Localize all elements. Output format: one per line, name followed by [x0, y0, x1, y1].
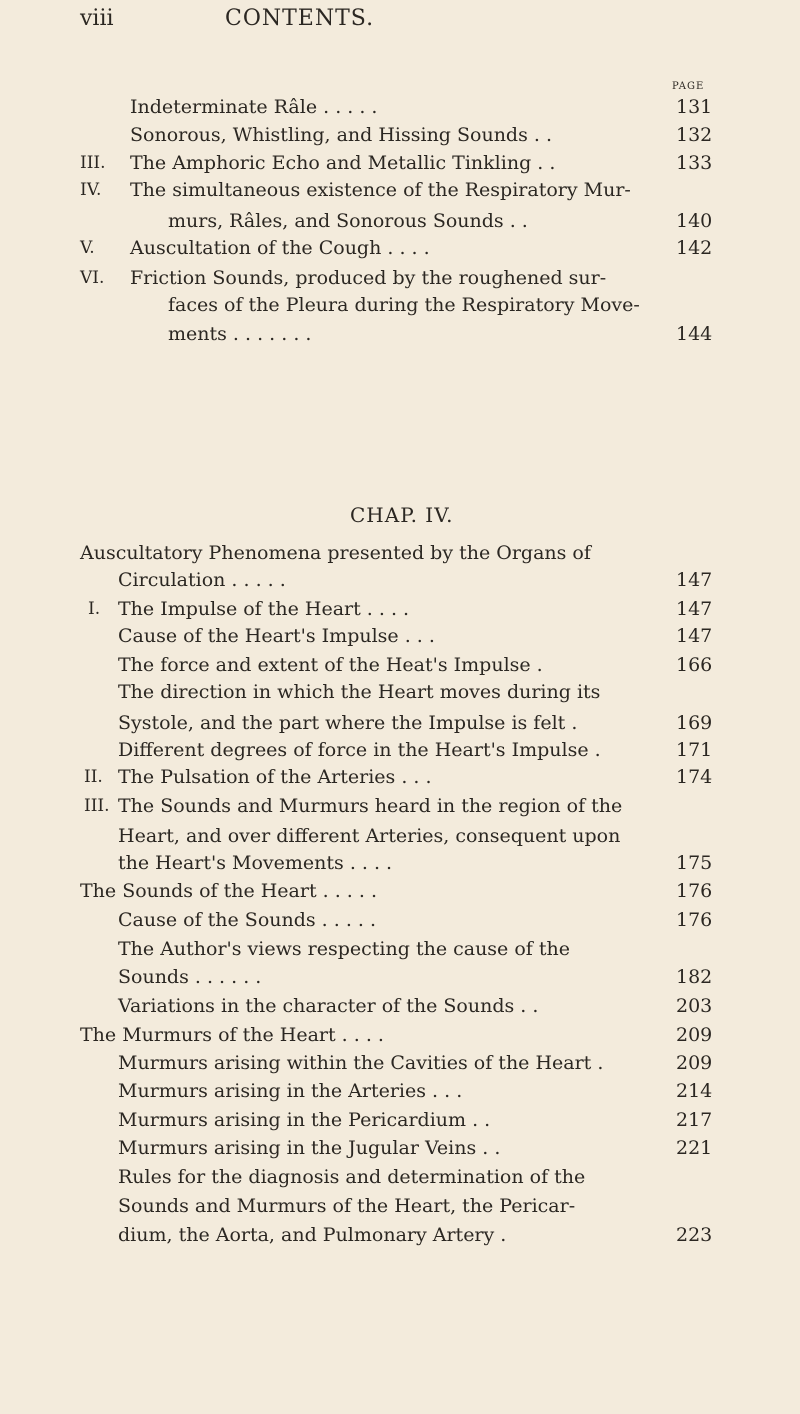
entry-title: Indeterminate Râle . . . . . — [130, 96, 378, 118]
entry-title: murs, Râles, and Sonorous Sounds . . — [168, 210, 528, 232]
toc-line — [118, 822, 620, 850]
entry-page-number: 131 — [676, 96, 713, 118]
section-numeral: VI. — [80, 268, 105, 288]
entry-page-number: 223 — [676, 1224, 713, 1246]
entry-title: ments . . . . . . . — [168, 323, 312, 345]
toc-line — [168, 320, 311, 348]
entry-page-number: 217 — [676, 1109, 713, 1131]
entry-title: The Pulsation of the Arteries . . . — [118, 766, 432, 788]
section-numeral: III. — [80, 153, 106, 173]
entry-title: Murmurs arising within the Cavities of the Heart . — [118, 1052, 604, 1074]
entry-title: Auscultation of the Cough . . . . — [130, 237, 430, 259]
toc-line — [80, 176, 631, 204]
entry-page-number: 147 — [676, 625, 713, 647]
toc-line — [84, 763, 432, 791]
entry-title: Murmurs arising in the Pericardium . . — [118, 1109, 491, 1131]
toc-line — [88, 595, 410, 623]
chapter-heading: CHAP. IV. — [350, 503, 454, 527]
toc-line — [118, 736, 601, 764]
entry-page-number: 176 — [676, 909, 713, 931]
toc-line — [118, 935, 570, 963]
toc-line — [130, 93, 377, 121]
entry-page-number: 175 — [676, 852, 713, 874]
toc-line — [168, 207, 528, 235]
entry-title: The force and extent of the Heat's Impulse . — [118, 654, 543, 676]
entry-page-number: 221 — [676, 1137, 713, 1159]
toc-line — [118, 992, 538, 1020]
toc-line — [118, 622, 435, 650]
entry-title: The Impulse of the Heart . . . . — [118, 598, 410, 620]
entry-page-number: 166 — [676, 654, 713, 676]
entry-title: The Author's views respecting the cause of the — [118, 938, 570, 960]
entry-title: Sonorous, Whistling, and Hissing Sounds . . — [130, 124, 553, 146]
entry-title: The simultaneous existence of the Respiratory Mur- — [130, 179, 631, 201]
toc-line — [80, 539, 591, 567]
entry-title: Sounds and Murmurs of the Heart, the Pericar- — [118, 1195, 576, 1217]
toc-line — [118, 1192, 575, 1220]
toc-line — [80, 149, 556, 177]
toc-line — [130, 121, 552, 149]
toc-line — [118, 849, 392, 877]
entry-title: The direction in which the Heart moves during its — [118, 681, 601, 703]
section-numeral: IV. — [80, 180, 102, 200]
header-title: CONTENTS. — [225, 6, 375, 31]
entry-title: The Amphoric Echo and Metallic Tinkling . . — [130, 152, 556, 174]
section-numeral: I. — [88, 599, 101, 619]
toc-line — [168, 291, 640, 319]
entry-page-number: 171 — [676, 739, 713, 761]
toc-line — [118, 1049, 603, 1077]
entry-page-number: 132 — [676, 124, 713, 146]
toc-line — [118, 906, 376, 934]
page-number: viii — [80, 6, 114, 31]
entry-title: The Sounds and Murmurs heard in the region of the — [118, 795, 623, 817]
entry-title: Friction Sounds, produced by the roughened sur- — [130, 267, 607, 289]
section-numeral: II. — [84, 767, 103, 787]
entry-title: Cause of the Heart's Impulse . . . — [118, 625, 435, 647]
entry-page-number: 214 — [676, 1080, 713, 1102]
toc-line — [118, 678, 600, 706]
toc-line — [118, 1077, 462, 1105]
entry-title: Sounds . . . . . . — [118, 966, 262, 988]
toc-line — [118, 963, 261, 991]
entry-title: the Heart's Movements . . . . — [118, 852, 393, 874]
entry-page-number: 142 — [676, 237, 713, 259]
entry-title: Different degrees of force in the Heart's Impulse . — [118, 739, 601, 761]
entry-page-number: 147 — [676, 569, 713, 591]
entry-page-number: 169 — [676, 712, 713, 734]
entry-title: Circulation . . . . . — [118, 569, 286, 591]
entry-page-number: 182 — [676, 966, 713, 988]
entry-page-number: 133 — [676, 152, 713, 174]
toc-line — [118, 651, 543, 679]
entry-title: Cause of the Sounds . . . . . — [118, 909, 377, 931]
entry-page-number: 203 — [676, 995, 713, 1017]
toc-line — [80, 264, 607, 292]
entry-title: Variations in the character of the Sounds . . — [118, 995, 539, 1017]
entry-title: The Murmurs of the Heart . . . . — [80, 1024, 384, 1046]
toc-line — [118, 709, 577, 737]
entry-page-number: 147 — [676, 598, 713, 620]
toc-line — [80, 234, 430, 262]
toc-line — [84, 792, 623, 820]
toc-line — [118, 1163, 585, 1191]
entry-title: Rules for the diagnosis and determination of the — [118, 1166, 586, 1188]
toc-line — [118, 566, 286, 594]
toc-line — [118, 1221, 506, 1249]
entry-page-number: 140 — [676, 210, 713, 232]
entry-title: Murmurs arising in the Jugular Veins . . — [118, 1137, 501, 1159]
entry-title: Heart, and over different Arteries, consequent upon — [118, 825, 621, 847]
entry-title: Systole, and the part where the Impulse is felt . — [118, 712, 578, 734]
entry-title: The Sounds of the Heart . . . . . — [80, 880, 377, 902]
entry-page-number: 209 — [676, 1052, 713, 1074]
toc-line — [118, 1106, 490, 1134]
entry-page-number: 174 — [676, 766, 713, 788]
entry-title: faces of the Pleura during the Respiratory Move- — [168, 294, 640, 316]
entry-title: dium, the Aorta, and Pulmonary Artery . — [118, 1224, 507, 1246]
entry-page-number: 209 — [676, 1024, 713, 1046]
running-head — [80, 6, 520, 42]
entry-title: Murmurs arising in the Arteries . . . — [118, 1080, 463, 1102]
toc-line — [80, 877, 377, 905]
toc-line — [80, 1021, 384, 1049]
entry-title: Auscultatory Phenomena presented by the Organs of — [80, 542, 591, 564]
page-column-label: PAGE — [672, 81, 705, 92]
section-numeral: V. — [80, 238, 95, 258]
toc-line — [118, 1134, 500, 1162]
entry-page-number: 176 — [676, 880, 713, 902]
entry-page-number: 144 — [676, 323, 713, 345]
section-numeral: III. — [84, 796, 110, 816]
